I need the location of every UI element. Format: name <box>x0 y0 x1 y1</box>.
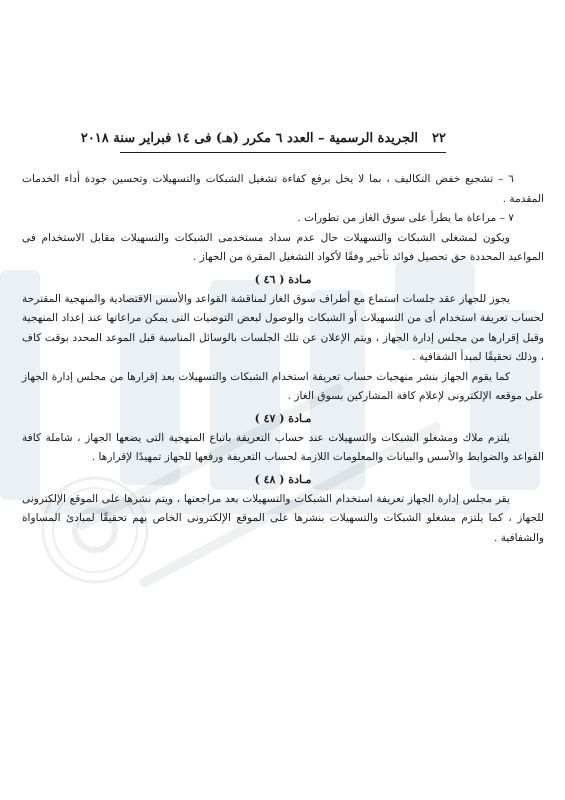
article-heading-48: مـادة ( ٤٨ ) <box>254 472 312 486</box>
gazette-title: الجريدة الرسمية – العدد ٦ مكرر (هـ) فى ١٤ فبراير سنة ٢٠١٨ <box>80 130 419 146</box>
document-page <box>22 0 544 800</box>
page-number: ٢٢ <box>432 130 446 146</box>
header-divider <box>120 152 446 153</box>
document-body <box>22 170 544 548</box>
list-item: ٦ – تشجيع خفض التكاليف ، بما لا يخل برفع كفاءة تشغيل الشبكات والتسهيلات وتحسين جودة أداء الخدمات المقدمة . <box>22 173 544 205</box>
list-item: ٧ – مراعاة ما يطرأ على سوق الغاز من تطورات . <box>297 212 514 224</box>
article-heading-47: مـادة ( ٤٧ ) <box>254 411 312 425</box>
paragraph: يجوز للجهاز عقد جلسات استماع مع أطراف سوق الغاز لمناقشة القواعد والأسس الاقتصادية والمنهجية المقترحة لحساب تعريفة استخدام أى من التسهيلات أو الشبكات والوصول لبعض التوصيات التى يمكن مراعاتها عند إعداد المنهجية وقبل إقرارها من مجلس إدارة الجهاز ، ويتم الإعلان عن تلك الجلسات بالوسائل المناسبة قبل الموعد المحدد بوقت كاف ، وذلك تحقيقًا لمبدأ الشفافية . <box>22 292 544 363</box>
paragraph: يقر مجلس إدارة الجهاز تعريفة استخدام الشبكات والتسهيلات بعد مراجعتها ، ويتم نشرها على الموقع الإلكترونى للجهاز ، كما يلتزم مشغلو الشبكات والتسهيلات بنشرها على الموقع الإلكترونى الخاص بهم تحقيقًا لمبادئ المساواة والشفافية . <box>22 492 544 544</box>
page-header <box>80 128 446 148</box>
paragraph: ويكون لمشغلى الشبكات والتسهيلات حال عدم سداد مستخدمى الشبكات والتسهيلات مقابل الاستخدام فى المواعيد المحددة حق تحصيل فوائد تأخير وفقًا لأكواد التشغيل المقرة من الجهاز . <box>22 231 544 263</box>
paragraph: كما يقوم الجهاز بنشر منهجيات حساب تعريفة استخدام الشبكات والتسهيلات بعد إقرارها من مجلس إدارة الجهاز على موقعه الإلكترونى لإعلام كافة المشاركين بسوق الغاز . <box>22 370 544 402</box>
paragraph: يلتزم ملاك ومشغلو الشبكات والتسهيلات عند حساب التعريفة باتباع المنهجية التى يضعها الجهاز ، شاملة كافة القواعد والضوابط والأسس والبيانات والمعلومات اللازمة لحساب التعريفة ورفعها للجهاز تمهيدًا لإقرارها . <box>22 431 544 463</box>
article-heading-46: مـادة ( ٤٦ ) <box>254 272 312 286</box>
